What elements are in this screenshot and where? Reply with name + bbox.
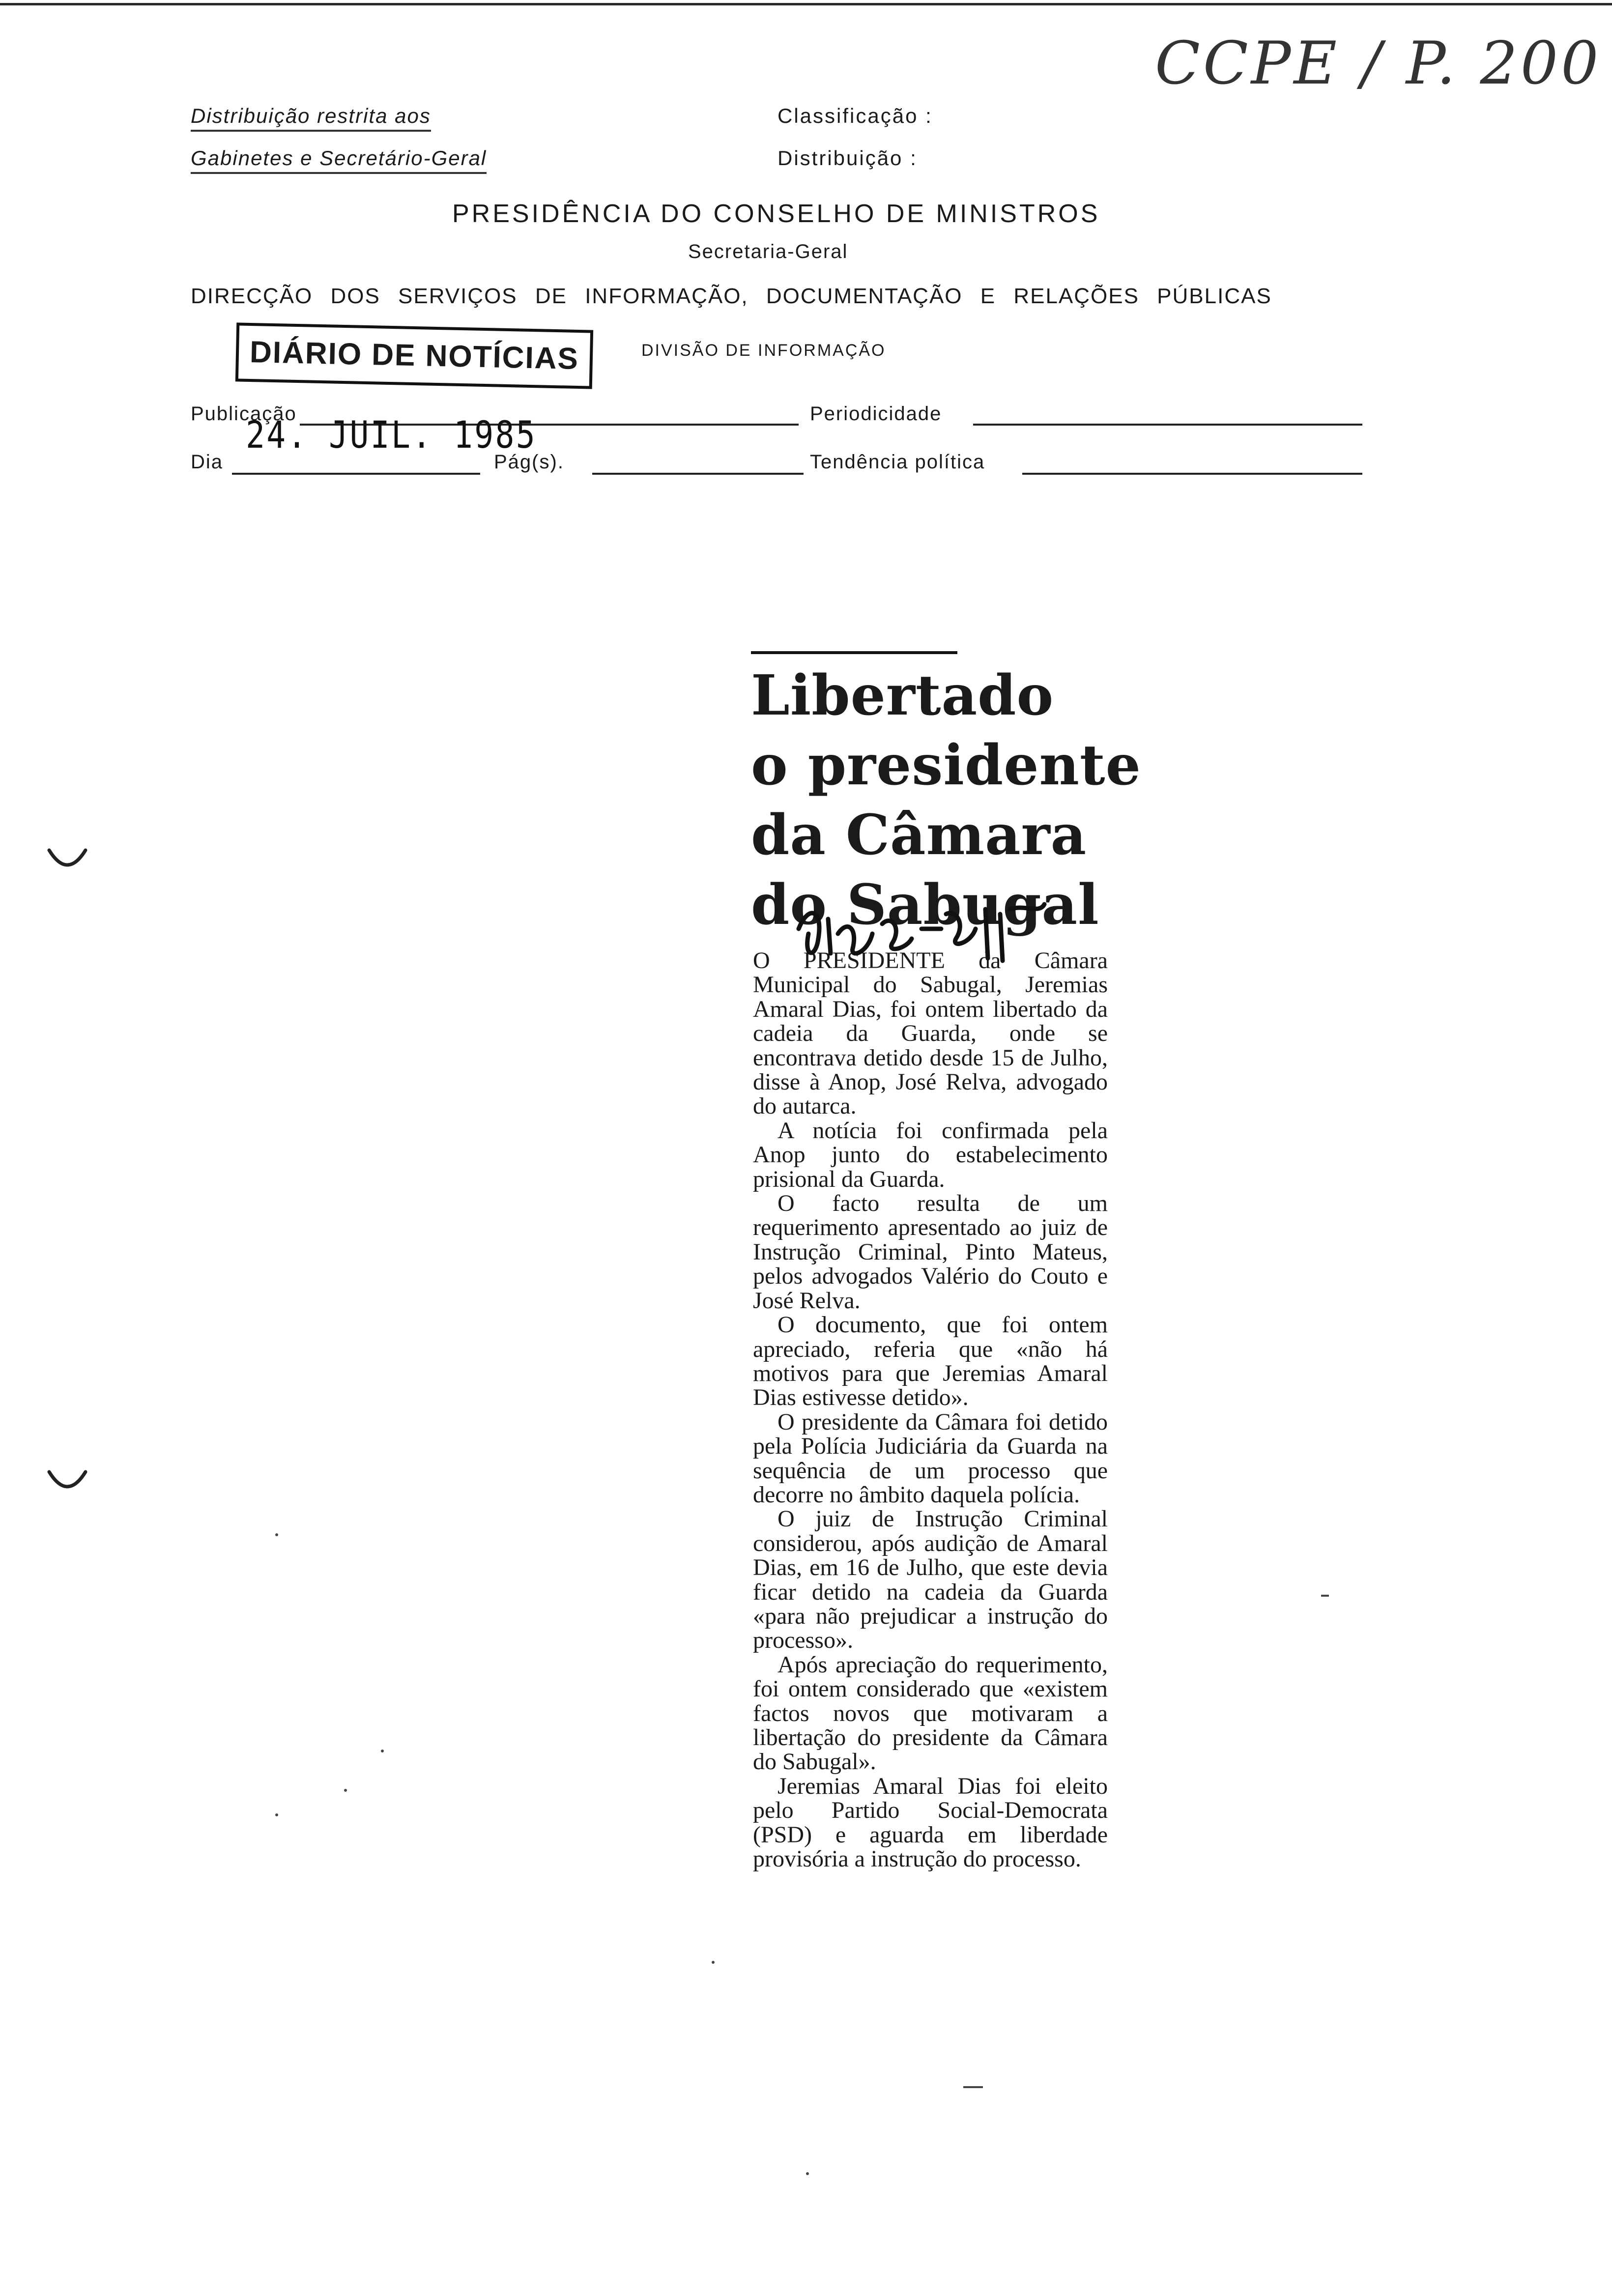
scan-speck [712,1961,715,1964]
tendencia-label: Tendência política [810,451,985,473]
scan-speck [275,1813,278,1816]
scan-speck [806,2172,809,2175]
headline-line: o presidente [751,733,1141,798]
article-paragraph: O PRESIDENTE da Câmara Municipal do Sabugal, Jeremias Amaral Dias, foi ontem libertado da cadeia da Guarda, onde se encontrava detido desde 15 de Julho, disse à Anop, José Relva, advogado do autarca. [753,947,1108,1119]
header-division: DIVISÃO DE INFORMAÇÃO [641,341,886,360]
pags-line [592,473,804,475]
headline-line: do Sabugal [751,873,1099,937]
headline-line: Libertado [751,663,1054,728]
distribution-line-2: Gabinetes e Secretário-Geral [191,146,487,174]
classificacao-label: Classificação : [777,104,933,127]
article-paragraph: Após apreciação do requerimento, foi ontem considerado que «existem factos novos que motivaram a libertação do presidente da Câmara do Sabugal». [753,1651,1108,1775]
article-paragraph: Jeremias Amaral Dias foi eleito pelo Partido Social-Democrata (PSD) e aguarda em liberdade provisória a instrução do processo. [753,1773,1108,1872]
scan-speck [275,1533,278,1536]
handwritten-reference: CCPE / P. 200 [1155,29,1602,98]
article-headline [751,661,1193,940]
distribuicao-label: Distribuição : [777,146,918,170]
dia-date-stamp: 24. JUIL. 1985 [246,413,537,457]
scan-speck [1321,1595,1329,1597]
headline-line: da Câmara [751,803,1087,867]
dia-label: Dia [191,451,224,473]
article-paragraph: O documento, que foi ontem apreciado, referia que «não há motivos para que Jeremias Amaral Dias estivesse detido». [753,1312,1108,1411]
publicacao-label: Publicação [191,403,297,425]
article-body [753,948,1108,1871]
scan-speck [344,1789,347,1792]
scan-speck [963,2086,983,2088]
header-subtitle: Secretaria-Geral [688,241,848,262]
dia-line [232,473,480,475]
periodicidade-line [973,424,1362,426]
header-title: PRESIDÊNCIA DO CONSELHO DE MINISTROS [452,200,1100,228]
periodicidade-label: Periodicidade [810,403,942,425]
article-paragraph: O facto resulta de um requerimento apresentado ao juiz de Instrução Criminal, Pinto Mateus, pelos advogados Valério do Couto e José Relva. [753,1190,1108,1314]
header-direction: DIRECÇÃO DOS SERVIÇOS DE INFORMAÇÃO, DOCUMENTAÇÃO E RELAÇÕES PÚBLICAS [191,284,1272,308]
tendencia-line [1022,473,1362,475]
scan-speck [381,1750,384,1752]
article-paragraph: A notícia foi confirmada pela Anop junto do estabelecimento prisional da Guarda. [753,1117,1108,1192]
article-paragraph: O presidente da Câmara foi detido pela Polícia Judiciária da Guarda na sequência de um processo que decorre no âmbito daquela polícia. [753,1408,1108,1508]
top-border-line [0,3,1612,5]
article-paragraph: O juiz de Instrução Criminal considerou, após audição de Amaral Dias, em 16 de Julho, que este devia ficar detido na cadeia da Guarda «para não prejudicar a instrução do processo». [753,1506,1108,1654]
article-top-rule [751,651,957,654]
distribution-line-1: Distribuição restrita aos [191,104,431,132]
margin-mark-icon [45,1467,89,1496]
pags-label: Pág(s). [494,451,564,473]
margin-mark-icon [45,845,89,875]
handwritten-signature-icon [794,899,1049,973]
publication-stamp: DIÁRIO DE NOTÍCIAS [235,322,593,389]
